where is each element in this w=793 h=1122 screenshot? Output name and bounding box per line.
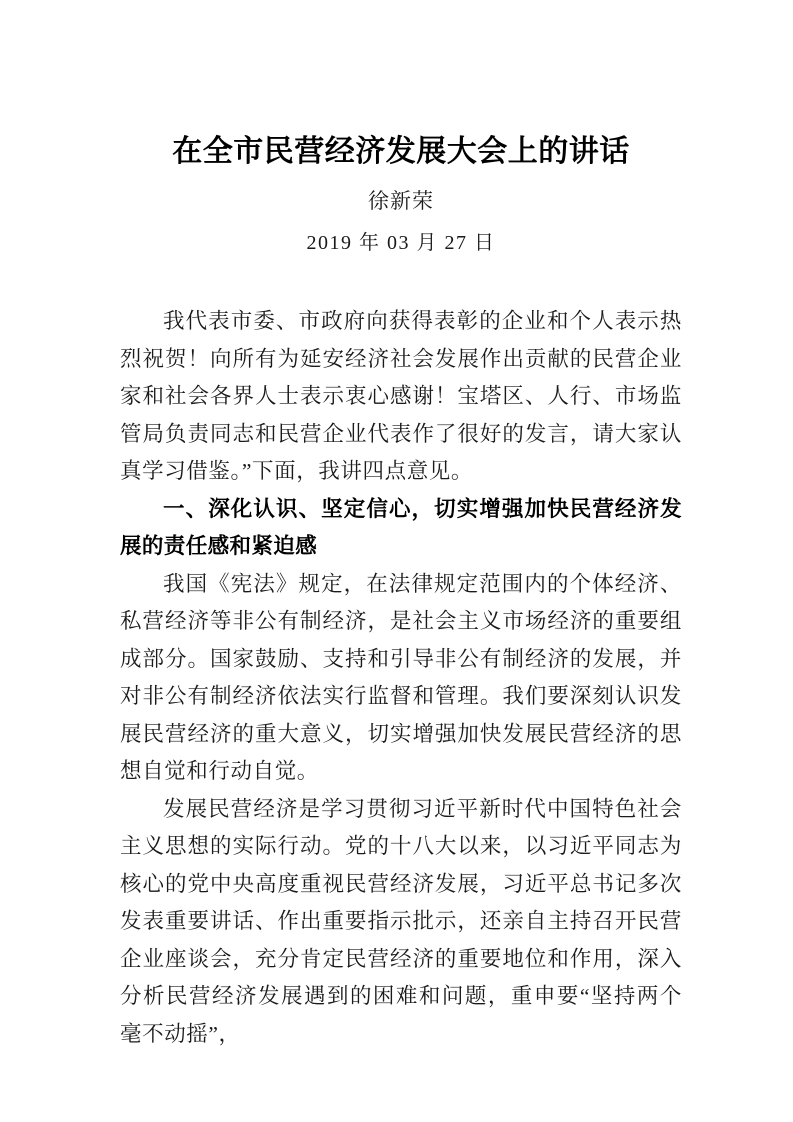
body-paragraph: 我代表市委、市政府向获得表彰的企业和个人表示热烈祝贺！向所有为延安经济社会发展作出贡献的民营企业家和社会各界人士表示衷心感谢！宝塔区、人行、市场监管局负责同志和民营企业代表作了很好的发言，请大家认真学习借鉴。”下面，我讲四点意见。 (120, 309, 682, 483)
document-body (120, 303, 682, 1053)
document-author: 徐新荣 (368, 189, 434, 213)
document-date: 2019 年 03 月 27 日 (306, 232, 496, 254)
page-title: 在全市民营经济发展大会上的讲话 (172, 135, 630, 168)
section-heading: 一、深化认识、坚定信心，切实增强加快民营经济发展的责任感和紧迫感 (120, 496, 682, 558)
body-paragraph: 我国《宪法》规定，在法律规定范围内的个体经济、私营经济等非公有制经济，是社会主义市场经济的重要组成部分。国家鼓励、支持和引导非公有制经济的发展，并对非公有制经济依法实行监督和管理。我们要深刻认识发展民营经济的重大意义，切实增强加快发展民营经济的思想自觉和行动自觉。 (120, 571, 682, 783)
body-paragraph: 发展民营经济是学习贯彻习近平新时代中国特色社会主义思想的实际行动。党的十八大以来，以习近平同志为核心的党中央高度重视民营经济发展，习近平总书记多次发表重要讲话、作出重要指示批示，还亲自主持召开民营企业座谈会，充分肯定民营经济的重要地位和作用，深入分析民营经济发展遇到的困难和问题，重申要“坚持两个毫不动摇”， (120, 796, 682, 1046)
